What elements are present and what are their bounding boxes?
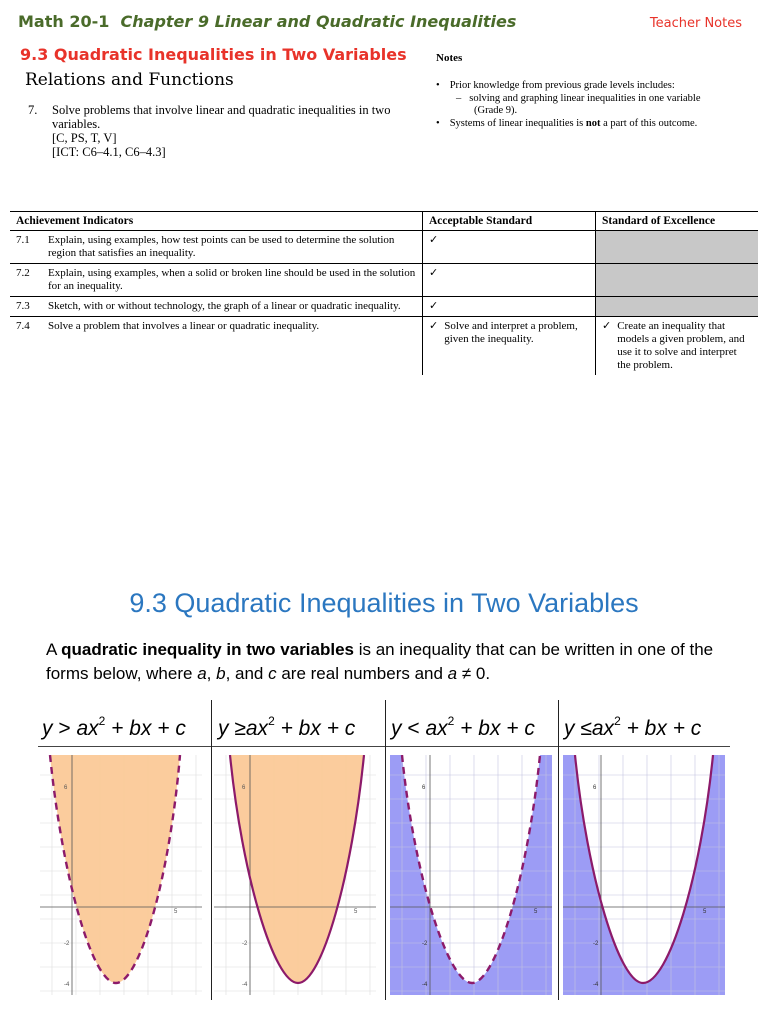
row-excellence: Create an inequality that models a given problem, and use it to solve and interpret the problem. — [617, 320, 745, 371]
achievement-indicators-table — [10, 211, 758, 375]
row-indicator: Explain, using examples, when a solid or broken line should be used in the solution for an inequality. — [44, 264, 423, 297]
tick-label: -2 — [242, 941, 248, 947]
row-excellence — [596, 297, 759, 317]
notes-dash: – solving and graphing linear inequalities in one variable — [456, 92, 701, 104]
outcome-block — [28, 103, 423, 159]
chapter-title: Chapter 9 Linear and Quadratic Inequalities — [120, 12, 517, 31]
tick-label: 6 — [422, 785, 426, 791]
notes-bullet: • Prior knowledge from previous grade levels includes: — [436, 80, 675, 91]
tick-label: -4 — [593, 982, 599, 988]
tick-label: 5 — [174, 909, 178, 915]
form-op: ≤ — [580, 717, 592, 740]
tick-label: -4 — [242, 982, 248, 988]
def-c: c — [268, 664, 277, 683]
notes-bullet: • Systems of linear inequalities is not a part of this outcome. — [436, 117, 698, 129]
table-row — [10, 264, 758, 297]
strand-title: Relations and Functions — [25, 70, 234, 90]
header-achievement-indicators: Achievement Indicators — [10, 212, 423, 231]
form-less-equal — [564, 700, 701, 746]
notes-bullet-text: Prior knowledge from previous grade levels includes: — [449, 80, 675, 91]
section-title: 9.3 Quadratic Inequalities in Two Variables — [20, 45, 407, 64]
row-acceptable: ✓ — [423, 297, 596, 317]
row-excellence — [596, 264, 759, 297]
main-title: 9.3 Quadratic Inequalities in Two Variables — [129, 588, 639, 618]
tick-label: 6 — [242, 785, 246, 791]
course-label: Math 20-1 — [18, 12, 110, 31]
row-number: 7.1 — [10, 231, 44, 264]
row-number: 7.3 — [10, 297, 44, 317]
form-divider — [385, 700, 386, 1000]
form-rhs2: + bx + c — [454, 717, 535, 740]
check-icon: ✓ — [602, 320, 612, 332]
form-lhs: y — [42, 717, 53, 740]
graph-less-equal — [563, 755, 725, 995]
row-excellence-cell — [596, 317, 759, 376]
outcome-number: 7. — [28, 103, 38, 117]
notes-bullet2-bold: not — [585, 117, 601, 129]
table-row — [10, 317, 758, 376]
form-lhs: y — [391, 717, 402, 740]
row-indicator: Explain, using examples, how test points can be used to determine the solution region that satisfies an inequality. — [44, 231, 423, 264]
row-indicator: Sketch, with or without technology, the graph of a linear or quadratic inequality. — [44, 297, 423, 317]
form-rhs: ax — [76, 717, 99, 740]
tick-label: 6 — [64, 785, 68, 791]
form-exp: 2 — [98, 714, 106, 728]
form-op: ≥ — [234, 717, 246, 740]
notes-dash-cont: (Grade 9). — [474, 105, 518, 116]
form-greater — [42, 700, 186, 746]
notes-bullet2-b: a part of this outcome. — [603, 117, 698, 129]
definition-paragraph — [46, 638, 736, 686]
form-lhs: y — [218, 717, 229, 740]
def-a2: a — [447, 664, 458, 683]
form-rhs2: + bx + c — [105, 717, 186, 740]
row-acceptable: ✓ — [423, 264, 596, 297]
row-indicator: Solve a problem that involves a linear or quadratic inequality. — [44, 317, 423, 376]
document-header — [18, 12, 516, 31]
outcome-text: Solve problems that involve linear and quadratic inequalities in two variables. — [52, 103, 391, 131]
def-a: a — [197, 664, 207, 683]
def-mid: is an inequality that can be written in one of the forms below, where — [46, 640, 714, 683]
tick-label: -2 — [422, 941, 428, 947]
tick-label: -4 — [64, 982, 70, 988]
forms-row — [38, 700, 730, 747]
graph-greater — [40, 755, 202, 995]
outcome-codes: [C, PS, T, V] — [52, 131, 117, 145]
form-divider — [211, 700, 212, 1000]
def-neq: ≠ 0. — [457, 664, 491, 683]
header-acceptable-standard: Acceptable Standard — [423, 212, 596, 231]
check-icon: ✓ — [429, 320, 439, 332]
tick-label: 5 — [703, 909, 707, 915]
tick-label: 6 — [593, 785, 597, 791]
table-header-row — [10, 212, 758, 231]
tick-label: -2 — [64, 941, 70, 947]
outcome-ict: [ICT: C6–4.1, C6–4.3] — [52, 145, 166, 159]
form-exp: 2 — [447, 714, 455, 728]
notes-list — [436, 80, 756, 130]
row-number: 7.2 — [10, 264, 44, 297]
notes-heading: Notes — [436, 52, 463, 64]
row-acceptable: Solve and interpret a problem, given the inequality. — [444, 320, 578, 345]
form-rhs2: + bx + c — [274, 717, 356, 740]
row-excellence — [596, 231, 759, 264]
tick-label: 5 — [534, 909, 538, 915]
row-acceptable-cell — [423, 317, 596, 376]
def-and: , and — [225, 664, 269, 683]
table-row — [10, 297, 758, 317]
notes-dash-text: solving and graphing linear inequalities in one variable — [469, 92, 701, 104]
form-lhs: y — [564, 717, 575, 740]
header-standard-of-excellence: Standard of Excellence — [596, 212, 759, 231]
def-b: b — [216, 664, 226, 683]
form-less — [391, 700, 535, 746]
form-rhs: ax — [425, 717, 448, 740]
def-comma: , — [206, 664, 217, 683]
form-greater-equal — [218, 700, 355, 746]
form-rhs: ax — [591, 717, 615, 740]
form-op: < — [407, 717, 420, 740]
form-op: > — [58, 717, 71, 740]
table-row — [10, 231, 758, 264]
graph-greater-equal — [214, 755, 376, 995]
form-divider — [558, 700, 559, 1000]
def-bold: quadratic inequality in two variables — [61, 640, 354, 659]
notes-bullet2-a: Systems of linear inequalities is — [449, 117, 584, 129]
graph-less — [390, 755, 552, 995]
form-exp: 2 — [614, 714, 621, 728]
row-number: 7.4 — [16, 320, 30, 332]
form-rhs2: + bx + c — [620, 717, 702, 740]
form-rhs: ax — [245, 717, 269, 740]
tick-label: 5 — [354, 909, 358, 915]
def-pre: A — [46, 640, 62, 659]
teacher-notes-label: Teacher Notes — [649, 16, 742, 31]
def-post: are real numbers and — [276, 664, 448, 683]
tick-label: -2 — [593, 941, 599, 947]
form-exp: 2 — [268, 714, 275, 728]
row-acceptable: ✓ — [423, 231, 596, 264]
tick-label: -4 — [422, 982, 428, 988]
